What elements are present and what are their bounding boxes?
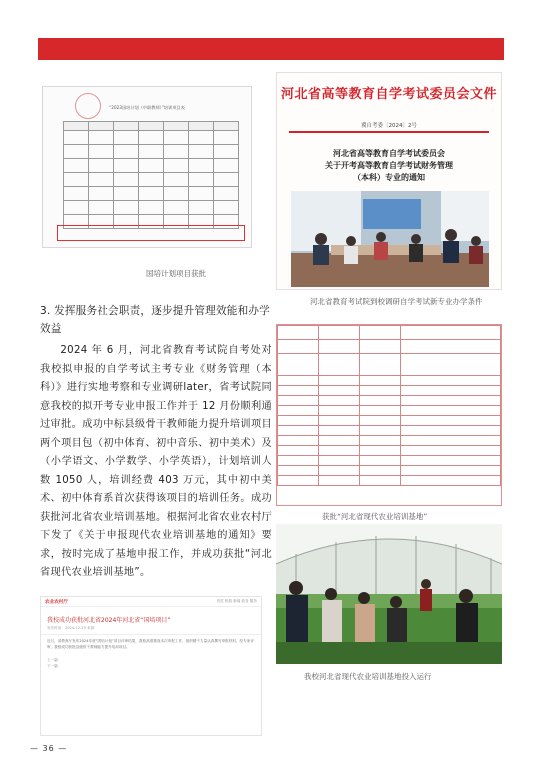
project-table-document [42, 86, 252, 248]
meeting-photo-caption: 河北省教育考试院到校调研自学考试新专业办学条件 [310, 297, 483, 306]
notice-red-rule [289, 131, 489, 133]
page-number: — 36 — [30, 744, 68, 753]
notice-masthead: 河北省高等教育自学考试委员会文件 [280, 87, 497, 102]
web-article-links [41, 653, 261, 669]
notice-title-line1: 河北省高等教育自学考试委员会 [333, 148, 445, 158]
highlight-box [57, 225, 245, 241]
training-base-table [276, 324, 502, 506]
notice-title-line3: （本科）专业的通知 [353, 172, 425, 182]
header-red-band [38, 38, 504, 60]
notice-title-line2: 关于开考高等教育自学考试财务管理 [325, 160, 453, 170]
web-article-title: 我校成功获批河北省2024年河北省“国培项目” [47, 617, 171, 624]
web-logo: 农业农村厅 [45, 599, 68, 605]
exam-committee-notice [276, 72, 502, 290]
web-nav: 首页 机构 新闻 政务 服务 [216, 599, 257, 603]
web-next-link[interactable]: 下一篇： [47, 664, 62, 668]
document-table-title: “2023国培计划（中职教师）”培训项目表 [109, 105, 185, 110]
greenhouse-photo [276, 524, 502, 664]
table-doc-caption: 获批“河北省现代农业培训基地” [322, 512, 428, 521]
body-paragraph: 2024 年 6 月，河北省教育考试院自考处对我校拟申报的自学考试主考专业《财务管理（本科）》进行实地考察和专业调研later，省考试院同意我校的拟开考专业申报工作并于 12 月份顺利通过审批。成功中标县级骨干教师能力提升培训项目两个项目包（初中体育、初中音乐、初中美术）及（小学语文、小学数学、小学英语），计划培训人数 1050 人，培训经费 403 万元，其中初中美术、初中体育系首次获得该项目的培训任务。成功获批河北省农业培训基地。根据河北省农业农村厅下发了《关于申报现代农业培训基地的通知》要求，按时完成了基地申报工作，并成功获批“河北省现代农业培训基地”。 [40, 345, 272, 578]
notice-title [277, 147, 501, 183]
web-prev-link[interactable]: 上一篇： [47, 658, 62, 662]
left-doc-caption: 国培计划项目获批 [146, 269, 206, 278]
web-header [41, 597, 261, 607]
section-heading: 3. 发挥服务社会职责，逐步提升管理效能和办学效益 [40, 305, 270, 335]
news-web-screenshot [40, 596, 262, 736]
greenhouse-caption: 我校河北省现代农业培训基地投入运行 [304, 672, 432, 681]
notice-doc-number: 冀自考委〔2024〕2号 [361, 123, 417, 129]
web-article-meta: 发布时间：2024-12-19 来源： [41, 626, 261, 635]
project-table [63, 121, 239, 229]
meeting-photo [291, 191, 489, 287]
base-list-table [277, 325, 501, 486]
web-article-body: 近日，省教育厅发布2024年度“国培计划”项目评审结果，我校高度重视本次申报工作，组织精干力量认真撰写申报材料，经专家评审，我校成功获批县级骨干教师能力提升培训项目。 [47, 639, 254, 649]
